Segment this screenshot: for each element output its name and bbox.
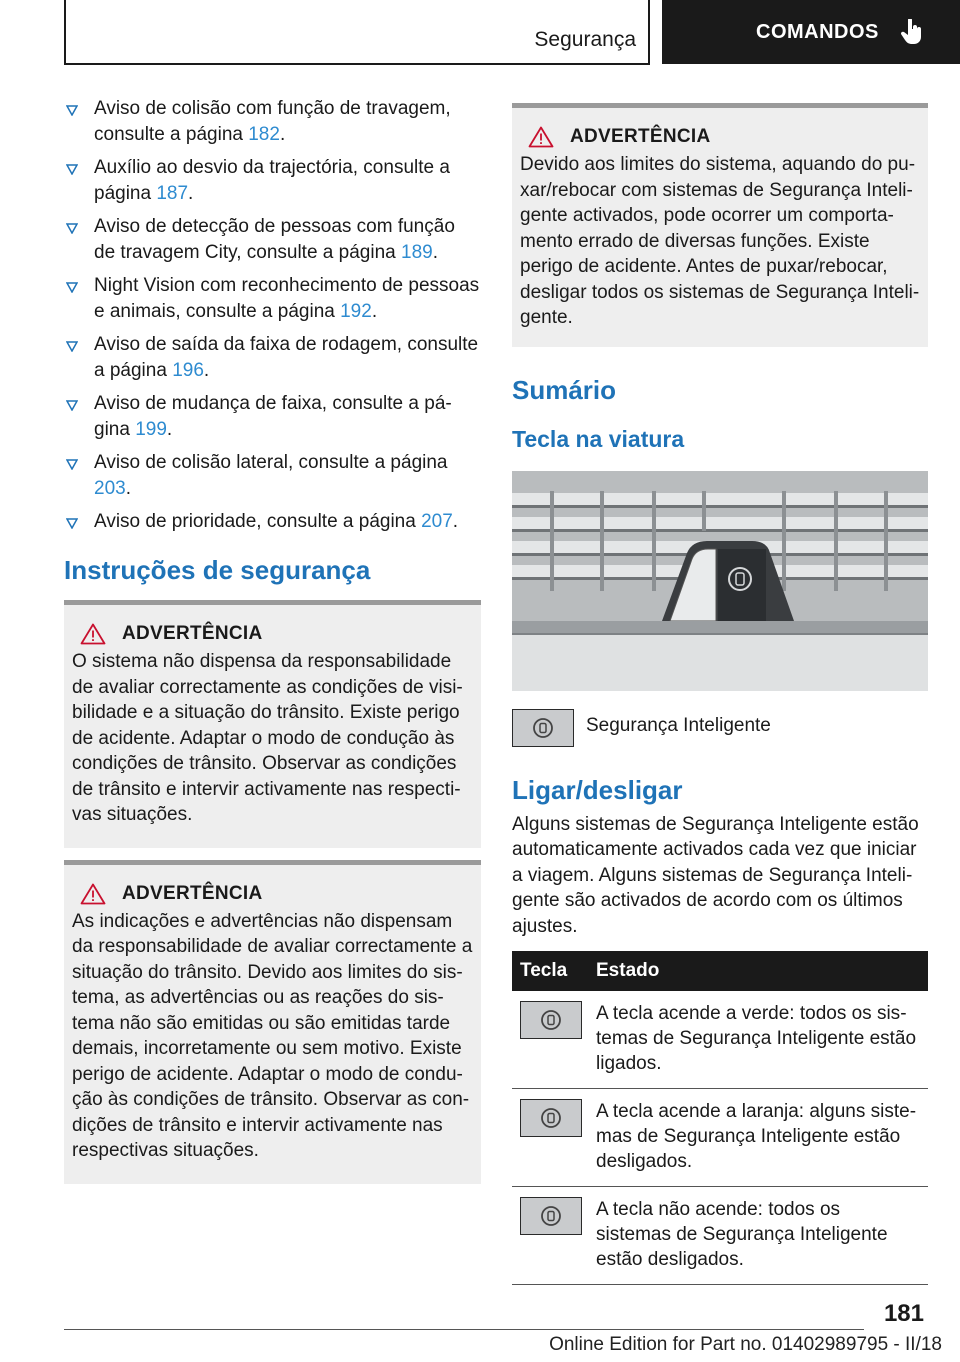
intelligent-safety-key-icon: [512, 709, 574, 747]
footer-rule: [64, 1329, 864, 1330]
warning-title: ADVERTÊNCIA: [122, 882, 263, 904]
triangle-bullet-icon: [66, 105, 78, 116]
list-item-text: Aviso de colisão lateral, consulte a página: [94, 452, 448, 473]
list-item-text: Auxílio ao desvio da trajectória, consulte a página: [94, 157, 450, 204]
triangle-bullet-icon: [66, 400, 78, 411]
hand-pointer-icon: [901, 19, 923, 45]
list-item-text: Aviso de detecção de pessoas com função de travagem City, consulte a página: [94, 216, 455, 263]
triangle-bullet-icon: [66, 341, 78, 352]
list-item-text: Night Vision com reconhecimento de pessoas e animais, consulte a página: [94, 275, 480, 322]
list-item: Aviso de mudança de faixa, consulte a página 199.: [64, 391, 481, 443]
page-link[interactable]: 203: [94, 478, 126, 499]
warning-triangle-icon: [528, 126, 554, 148]
summary-heading: Sumário: [512, 374, 617, 405]
list-item: Night Vision com reconhecimento de pessoas e animais, consulte a página 192.: [64, 273, 481, 325]
page-link[interactable]: 187: [156, 183, 189, 204]
header-divider: [648, 0, 650, 64]
dashboard-vent-illustration: [512, 471, 928, 691]
list-item: Aviso de colisão lateral, consulte a página 203.: [64, 450, 481, 502]
warning-text: O sistema não dispensa da responsabilidade de avaliar correctamente as condições de visibilidade e a situação do trânsito. Existe perigo de acidente. Adaptar o modo de condução às condições de trânsito. Observar as condições de trânsito e intervir activamente nas respectivas situações.: [72, 651, 463, 825]
table-row: [512, 1187, 928, 1285]
triangle-bullet-icon: [66, 459, 78, 470]
chapter-title: COMANDOS: [756, 20, 879, 43]
page-number: 181: [883, 1300, 924, 1327]
warning-box: [64, 860, 481, 1184]
on-off-paragraph: Alguns sistemas de Segurança Inteligente estão automaticamente activados cada vez que iniciar a viagem. Alguns sistemas de Segurança Inteligente são activados de acordo com os últimos ajustes.: [512, 813, 919, 937]
key-off-state-icon: [520, 1197, 582, 1235]
table-header-state: Estado: [588, 951, 928, 991]
table-cell-state: A tecla acende a verde: todos os sistemas de Segurança Inteligente estão ligados.: [588, 991, 928, 1089]
table-header-key: Tecla: [512, 951, 588, 991]
on-off-heading: Ligar/desligar: [512, 774, 683, 805]
warning-header: [72, 883, 473, 905]
list-item: Aviso de saída da faixa de rodagem, consulte a página 196.: [64, 332, 481, 384]
warning-text: Devido aos limites do sistema, aquando do puxar/rebocar com sistemas de Segurança Inteligente activados, pode ocorrer um comportamento errado de diversas funções. Existe perigo de acidente. Antes de puxar/rebocar, desligar todos os sistemas de Segurança Inteligente.: [520, 154, 920, 328]
right-column: [512, 103, 928, 1285]
related-topics-list: [64, 96, 481, 535]
header-section-title: Segurança: [534, 28, 636, 51]
warning-triangle-icon: [80, 883, 106, 905]
warning-header: [520, 126, 920, 148]
warning-box: [64, 600, 481, 848]
triangle-bullet-icon: [66, 282, 78, 293]
list-item-text: Aviso de prioridade, consulte a página: [94, 511, 422, 532]
warning-header: [72, 623, 473, 645]
list-item-text: Aviso de saída da faixa de rodagem, consulte a página: [94, 334, 479, 381]
page-link[interactable]: 196: [172, 360, 204, 381]
key-green-state-icon: [520, 1001, 582, 1039]
list-item: Auxílio ao desvio da trajectória, consulte a página 187.: [64, 155, 481, 207]
warning-triangle-icon: [80, 623, 106, 645]
header-left-rule: [64, 0, 66, 64]
edition-note: Online Edition for Part no. 01402989795 - II/18: [549, 1334, 942, 1355]
safety-instructions-heading: Instruções de segurança: [64, 555, 371, 585]
list-item: Aviso de prioridade, consulte a página 207.: [64, 509, 481, 535]
table-cell-state: A tecla acende a laranja: alguns sistemas de Segurança Inteligente estão desligados.: [588, 1089, 928, 1187]
table-row: [512, 1089, 928, 1187]
table-row: [512, 991, 928, 1089]
list-item: Aviso de detecção de pessoas com função de travagem City, consulte a página 189.: [64, 214, 481, 266]
table-cell-state: A tecla não acende: todos os sistemas de Segurança Inteligente estão desligados.: [588, 1187, 928, 1285]
warning-box: [512, 103, 928, 347]
triangle-bullet-icon: [66, 518, 78, 529]
page-link[interactable]: 192: [340, 301, 372, 322]
legend-row: [512, 709, 928, 747]
list-item: Aviso de colisão com função de travagem, consulte a página 182.: [64, 96, 481, 148]
page-link[interactable]: 207: [421, 511, 453, 532]
key-orange-state-icon: [520, 1099, 582, 1137]
list-item-text: Aviso de colisão com função de travagem, consulte a página: [94, 98, 451, 145]
warning-title: ADVERTÊNCIA: [122, 623, 263, 644]
page-link[interactable]: 182: [248, 124, 280, 145]
list-item-text: Aviso de mudança de faixa, consulte a página: [94, 393, 452, 440]
page-link[interactable]: 199: [135, 419, 167, 440]
left-column: [64, 96, 481, 1184]
key-state-table: [512, 951, 928, 1285]
header-bottom-rule: [64, 63, 650, 65]
header-chapter-tab: [662, 0, 960, 64]
page-link[interactable]: 189: [401, 242, 433, 263]
warning-title: ADVERTÊNCIA: [570, 126, 711, 147]
warning-text: As indicações e advertências não dispensam da responsabilidade de avaliar correctamente a situação do trânsito. Devido aos limites do sistema, as advertências ou as reações do sistema não são emitidas ou são emitidas tarde demais, incorretamente ou sem motivo. Existe perigo de acidente. Adaptar o modo de condução às condições de trânsito. Observar as condições de trânsito e intervir activamente nas respectivas situações.: [72, 910, 473, 1161]
legend-label: Segurança Inteligente: [586, 714, 771, 736]
triangle-bullet-icon: [66, 164, 78, 175]
key-in-vehicle-heading: Tecla na viatura: [512, 425, 685, 452]
triangle-bullet-icon: [66, 223, 78, 234]
vehicle-button-photo: [512, 471, 928, 691]
